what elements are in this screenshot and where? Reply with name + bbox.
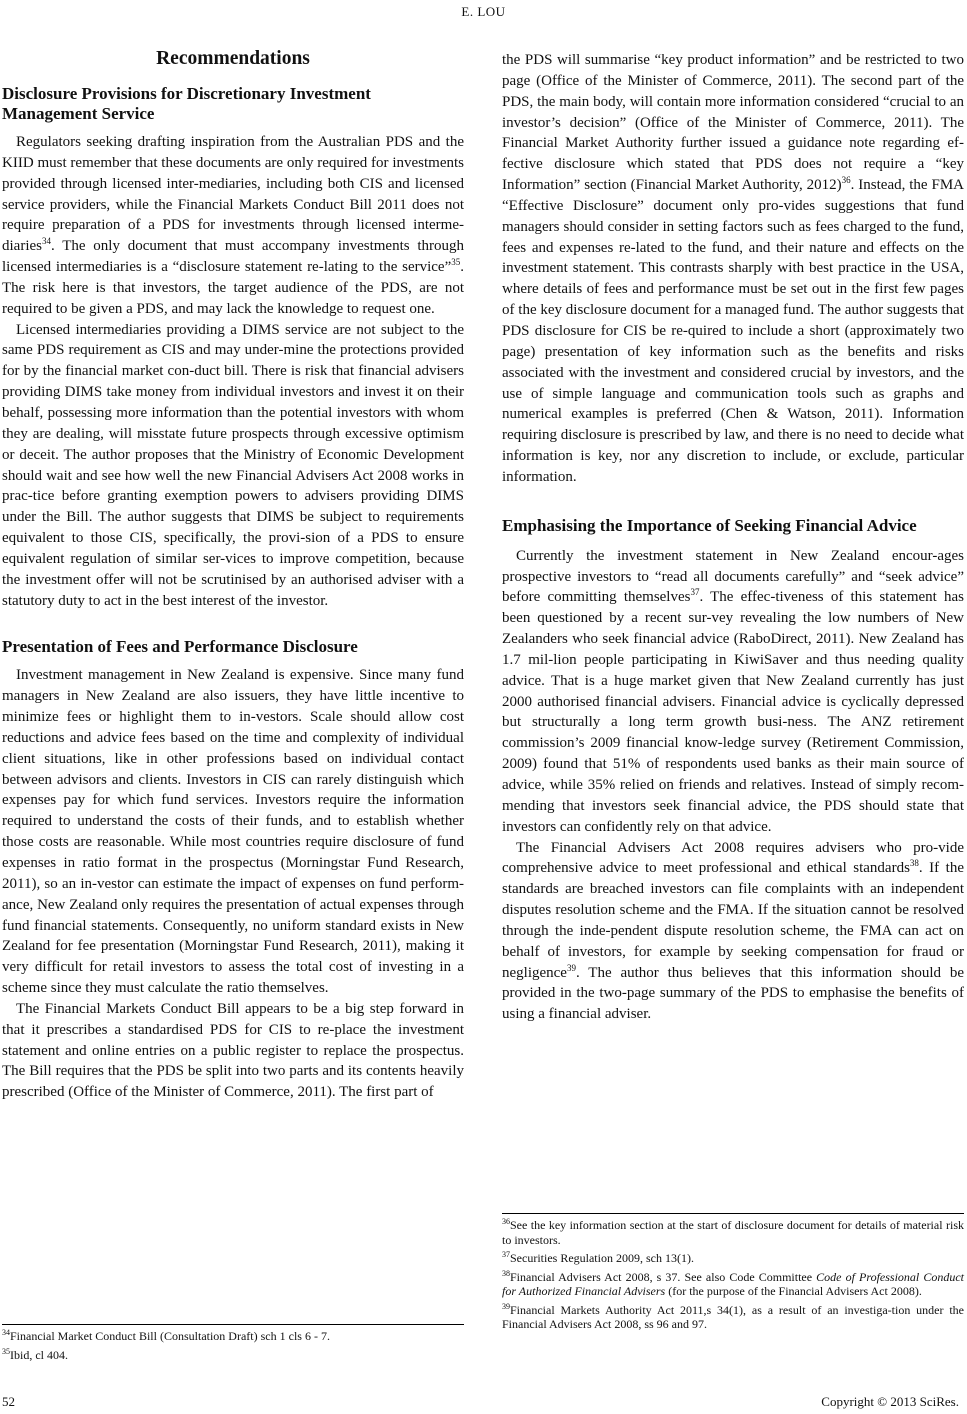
left-footnotes: [2, 1324, 464, 1366]
footnote-ref-36[interactable]: 36: [841, 175, 851, 186]
disclosure-provisions-heading: Disclosure Provisions for Discretionary Investment Management Service: [2, 84, 371, 123]
paragraph-financial-advisers-act: The Financial Advisers Act 2008 requires advisers who pro-vide comprehensive advice to meet professional and ethical standards$^{38}$. If the standards are breached investors can file complaints with an independent disputes resolution scheme and the FMA. If the situation cannot be resolved through the inde-pendent dispute resolution scheme, the FMA can act on behalf of investors, for example by seeking compensation for fraud or negligence$^{39}$. The author thus believes that this information should be provided in the two-page summary of the PDS to emphasise the benefits of using a financial adviser.: [502, 839, 965, 1023]
footnote-34: $^{34}$Financial Market Conduct Bill (Consultation Draft) sch 1 cls 6 - 7.: [2, 1328, 330, 1343]
footnote-39: $^{39}$Financial Markets Authority Act 2011,s 34(1), as a result of an investiga-tion under the Financial Advisers Act 2008, ss 96 and 97.: [502, 1301, 964, 1331]
left-column: [2, 48, 464, 1103]
footnote-37: $^{37}$Securities Regulation 2009, sch 13(1).: [502, 1250, 694, 1265]
paragraph-dims: Licensed intermediaries providing a DIMS service are not subject to the same PDS requirement as CIS and may under-mine the protections provided for by the financial market con-duct bill. There is risk that financial advisers providing DIMS take money from individual investors and invest it on their behalf, possessing more information than the potential investors with whom they are dealing, will misstate future prospects through excessive optimism or deceit. The author proposes that the Ministry of Economic Development should wait and see how well the new Financial Advisers Act 2008 works in prac-tice before granting exemption powers to advisers providing DIMS under the Bill. The author suggests that DIMS be subject to requirements equivalent to those CIS, specifically, the provi-sion of a PDS to ensure equivalent regulation of similar ser-vices to improve competition, because the investment offer will not be scrutinised by an authorised adviser with a statutory duty to act in the best interest of the investor.: [2, 321, 464, 609]
paragraph-conduct-bill: The Financial Markets Conduct Bill appears to be a big step forward in that it prescribes a standardised PDS for CIS to re-place the investment statement and online entries on a public register to replace the prospectus. The Bill requires that the PDS be split into two parts and its contents heavily prescribed (Office of the Minister of Commerce, 2011). The first part of: [2, 1000, 464, 1101]
footnote-38: $^{38}$Financial Advisers Act 2008, s 37. See also Code Committee Code of Professional Conduct for Authorized Financial Advisers (for the purpose of the Financial Advisers Act 2008).: [502, 1268, 964, 1298]
footnote-divider: [2, 1324, 464, 1325]
footnote-ref-34[interactable]: 34: [41, 236, 51, 247]
paragraph-licensed-intermediaries: Regulators seeking drafting inspiration from the Australian PDS and the KIID must remember that these documents are only required for investments provided through licensed inter-mediaries, including both CIS and licensed service providers, while the Financial Markets Conduct Bill 2011 does not require preparation of a PDS for investments through licensed interme-diaries$^{34}$. The only document that must accompany investments through licensed intermediaries is a “disclosure statement re-lating to the service”$^{35}$. The risk here is that investors, the target audience of the PDS, are not required to be given a PDS, and may lack the knowledge to request one.: [2, 134, 464, 317]
footnote-35: $^{35}$Ibid, cl 404.: [2, 1346, 68, 1362]
right-footnotes: [502, 1213, 964, 1336]
recommendations-heading: Recommendations: [156, 48, 310, 69]
fees-performance-heading: Presentation of Fees and Performance Disclosure: [2, 637, 358, 657]
footnote-ref-38[interactable]: 38: [909, 858, 919, 869]
running-header: E. LOU: [461, 4, 506, 19]
seeking-advice-heading: Emphasising the Importance of Seeking Financial Advice: [502, 515, 917, 535]
paragraph-investment-statement: Currently the investment statement in New Zealand encour-ages prospective investors to “read all documents carefully” and “seek advice” before committing themselves$^{37}$. The effec-tiveness of this statement has been questioned by a recent sur-vey revealing the low numbers of New Zealanders who seek financial advice (RaboDirect, 2011). New Zealand has 1.7 mil-lion people participating in KiwiSaver and thus needing quality advice. That is a huge market given that New Zealand currently has just 2000 authorised financial advisers. Financial advice is cyclically depressed but structurally a long term growth busi-ness. The ANZ retirement commission’s 2009 financial know-ledge survey (Retirement Commission, 2009) found that 51% of respondents used banks as their main source of advice, while 35% relied on friends and relatives. Instead of simply recom-mending that investors seek financial advice, the PDS should state that investors can confidently rely on that advice.: [502, 547, 964, 835]
page-number: 52: [2, 1394, 15, 1409]
right-column: [502, 50, 964, 1025]
paragraph-fees: Investment management in New Zealand is expensive. Since many fund managers in New Zealand are also issuers, they have little incentive to minimize fees or highlight them to in-vestors. Scale should allow cost reductions and advice fees based on the time and complexity of individual client situations, like in other professions based on individual contact between advisors and clients. Investors in CIS can rarely distinguish which expenses pay for which fund services. Investors require the information required to understand the costs of their funds, and to establish whether those costs are reasonable. While most countries require disclosure of fund expenses in ratio format in the prospectus (Morningstar Fund Research, 2011), so an in-vestor can estimate the impact of expenses on fund perform-ance, New Zealand only requires the presentation of actual expenses through fund financial statements. Consequently, no uniform standard exists in New Zealand for fee presentation (Morningstar Fund Research, 2011), making it very difficult for retail investors to assess the total cost of investing in a scheme since they must calculate the ratio themselves.: [2, 667, 464, 997]
footnote-ref-39[interactable]: 39: [566, 962, 576, 973]
footnote-divider: [502, 1213, 964, 1214]
footnote-ref-37[interactable]: 37: [690, 587, 700, 598]
copyright-notice: Copyright © 2013 SciRes.: [821, 1394, 959, 1409]
footnote-36: $^{36}$See the key information section at the start of disclosure document for details of material risk to investors.: [502, 1217, 964, 1247]
footnote-ref-35[interactable]: 35: [451, 257, 461, 268]
paragraph-pds-continued: the PDS will summarise “key product information” and be restricted to two page (Office of the Minister of Commerce, 2011). The second part of the PDS, the main body, will contain more information considered “crucial to an investor’s decision” (Office of the Minister of Commerce, 2011). The Financial Market Authority further issued a guidance note regarding ef-fective disclosure which stated that PDS does not require a “key Information” section (Financial Market Authority, 2012)$^{36}$. Instead, the FMA “Effective Disclosure” document only pro-vides suggestions that fund managers should consider in setting factors such as fees charged to the fund, fees and expenses re-lated to the fund, and their nature and effects on the investment statement. This contrasts sharply with best practice in the USA, where details of fees and performance must be set out in the first few pages of the key disclosure document for a managed fund. The author suggests that PDS disclosure for CIS be re-quired to include a short (approximately two page) presentation of key information such as the benefits and risks associated with the investment and considered crucial by investors, and the use of simple language and communication tools such as graphs and numerical examples is preferred (Chen & Watson, 2011). Information requiring disclosure is prescribed by law, and there is no need to decide what information is key, nor any discretion to include, or exclude, particular information.: [502, 52, 964, 485]
